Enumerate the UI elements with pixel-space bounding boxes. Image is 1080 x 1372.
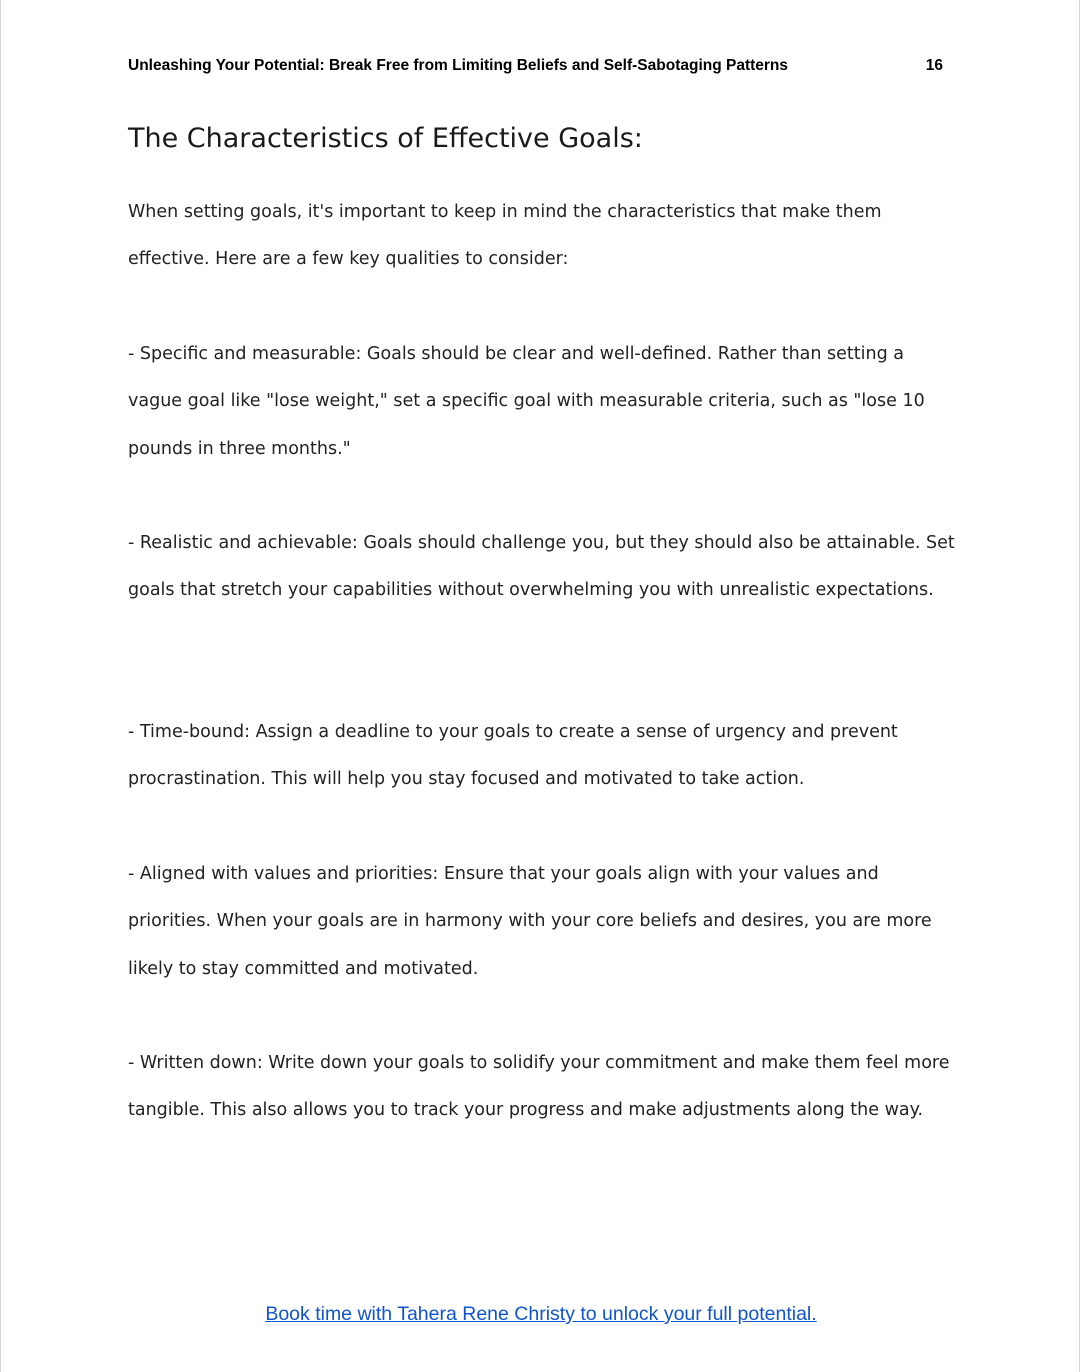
- page-number: 16: [925, 57, 943, 74]
- list-item-time-bound: - Time-bound: Assign a deadline to your goals to create a sense of urgency and prevent procrastination. This will help you stay focused and motivated to take action.: [128, 722, 898, 790]
- section-heading: The Characteristics of Effective Goals:: [128, 123, 643, 154]
- book-title: Unleashing Your Potential: Break Free from Limiting Beliefs and Self-Sabotaging Patterns: [128, 57, 789, 74]
- list-item-aligned-values: - Aligned with values and priorities: Ensure that your goals align with your values and priorities. When your goals are in harmony with your core beliefs and desires, you are more likely to stay committed and motivated.: [128, 864, 932, 979]
- footer: [1, 1301, 1080, 1327]
- intro-paragraph: When setting goals, it's important to keep in mind the characteristics that make them effective. Here are a few key qualities to consider:: [128, 202, 882, 270]
- running-header: [128, 57, 943, 79]
- list-item-specific-measurable: - Specific and measurable: Goals should be clear and well-defined. Rather than setting a vague goal like "lose weight," set a specific goal with measurable criteria, such as "lose 10 pounds in three months.": [128, 344, 925, 459]
- list-item-realistic-achievable: - Realistic and achievable: Goals should challenge you, but they should also be attainable. Set goals that stretch your capabilities without overwhelming you with unrealistic expectations.: [128, 533, 955, 601]
- list-item-written-down: - Written down: Write down your goals to solidify your commitment and make them feel more tangible. This also allows you to track your progress and make adjustments along the way.: [128, 1053, 950, 1121]
- booking-link[interactable]: Book time with Tahera Rene Christy to unlock your full potential.: [265, 1303, 817, 1325]
